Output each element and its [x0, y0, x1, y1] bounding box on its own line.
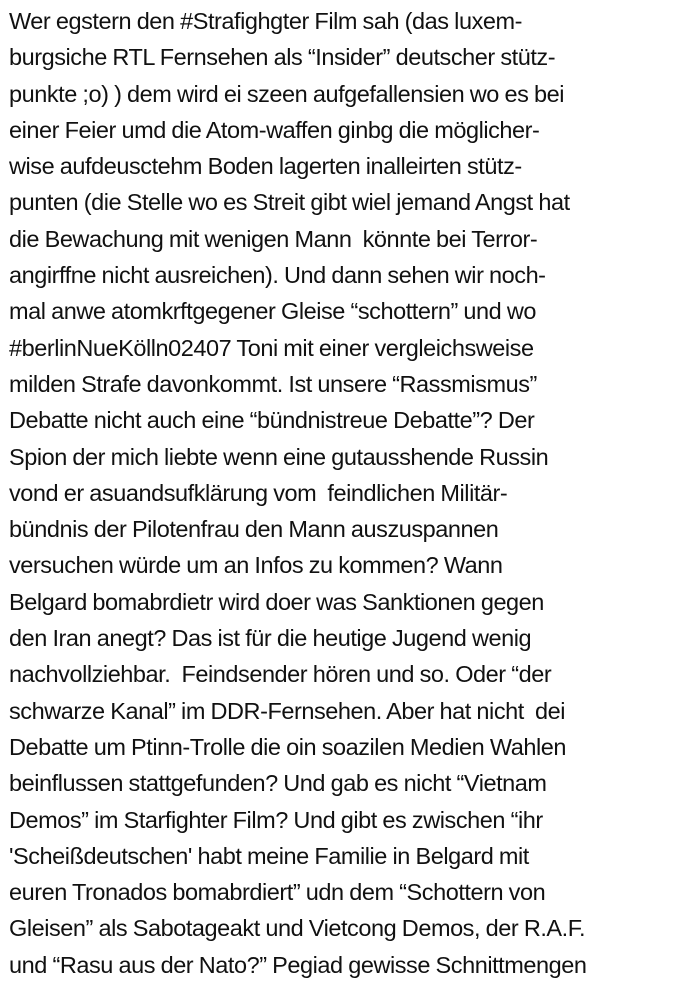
text-line: beinflussen stattgefunden? Und gab es nicht “Vietnam — [9, 770, 547, 797]
text-line: wise aufdeusctehm Boden lagerten inalleirten stütz- — [9, 153, 522, 180]
text-line: nachvollziehbar. Feindsender hören und so. Oder “der — [9, 661, 552, 688]
text-line: Debatte um Ptinn-Trolle die oin soazilen Medien Wahlen — [9, 733, 566, 760]
text-line: Demos” im Starfighter Film? Und gibt es zwischen “ihr — [9, 806, 543, 833]
text-line: vond er asuandsufklärung vom feindlichen Militär- — [9, 479, 508, 506]
text-line: schwarze Kanal” im DDR-Fernsehen. Aber hat nicht dei — [9, 697, 565, 724]
text-line: Gleisen” als Sabotageakt und Vietcong Demos, der R.A.F. — [9, 915, 586, 942]
text-line: #berlinNueKölln02407 Toni mit einer vergleichsweise — [9, 334, 534, 361]
text-line: und “Rasu aus der Nato?” Pegiad gewisse Schnittmengen — [9, 951, 587, 978]
text-line: versuchen würde um an Infos zu kommen? Wann — [9, 552, 503, 579]
text-line: euren Tronados bomabrdiert” udn dem “Schottern von — [9, 879, 546, 906]
text-line: angirffne nicht ausreichen). Und dann sehen wir noch- — [9, 262, 546, 289]
text-line: punkte ;o) ) dem wird ei szeen aufgefallensien wo es bei — [9, 80, 565, 107]
text-line: Debatte nicht auch eine “bündnistreue Debatte”? Der — [9, 407, 535, 434]
text-line: die Bewachung mit wenigen Mann könnte bei Terror- — [9, 225, 538, 252]
text-line: punten (die Stelle wo es Streit gibt wiel jemand Angst hat — [9, 189, 570, 216]
text-line: den Iran anegt? Das ist für die heutige Jugend wenig — [9, 625, 532, 652]
body-text — [9, 3, 681, 983]
text-line: milden Strafe davonkommt. Ist unsere “Rassmismus” — [9, 370, 537, 397]
text-line: 'Scheißdeutschen' habt meine Familie in Belgard mit — [9, 842, 529, 869]
text-line: Wer egstern den #Strafighgter Film sah (das luxem- — [9, 8, 522, 34]
text-line: einer Feier umd die Atom-waffen ginbg die möglicher- — [9, 116, 540, 143]
text-line: Belgard bomabrdietr wird doer was Sanktionen gegen — [9, 588, 544, 615]
text-line: Spion der mich liebte wenn eine gutausshende Russin — [9, 443, 549, 470]
text-line: burgsiche RTL Fernsehen als “Insider” deutscher stütz- — [9, 44, 556, 71]
text-line: mal anwe atomkrftgegener Gleise “schottern” und wo — [9, 298, 537, 325]
text-line: bündnis der Pilotenfrau den Mann auszuspannen — [9, 516, 499, 543]
